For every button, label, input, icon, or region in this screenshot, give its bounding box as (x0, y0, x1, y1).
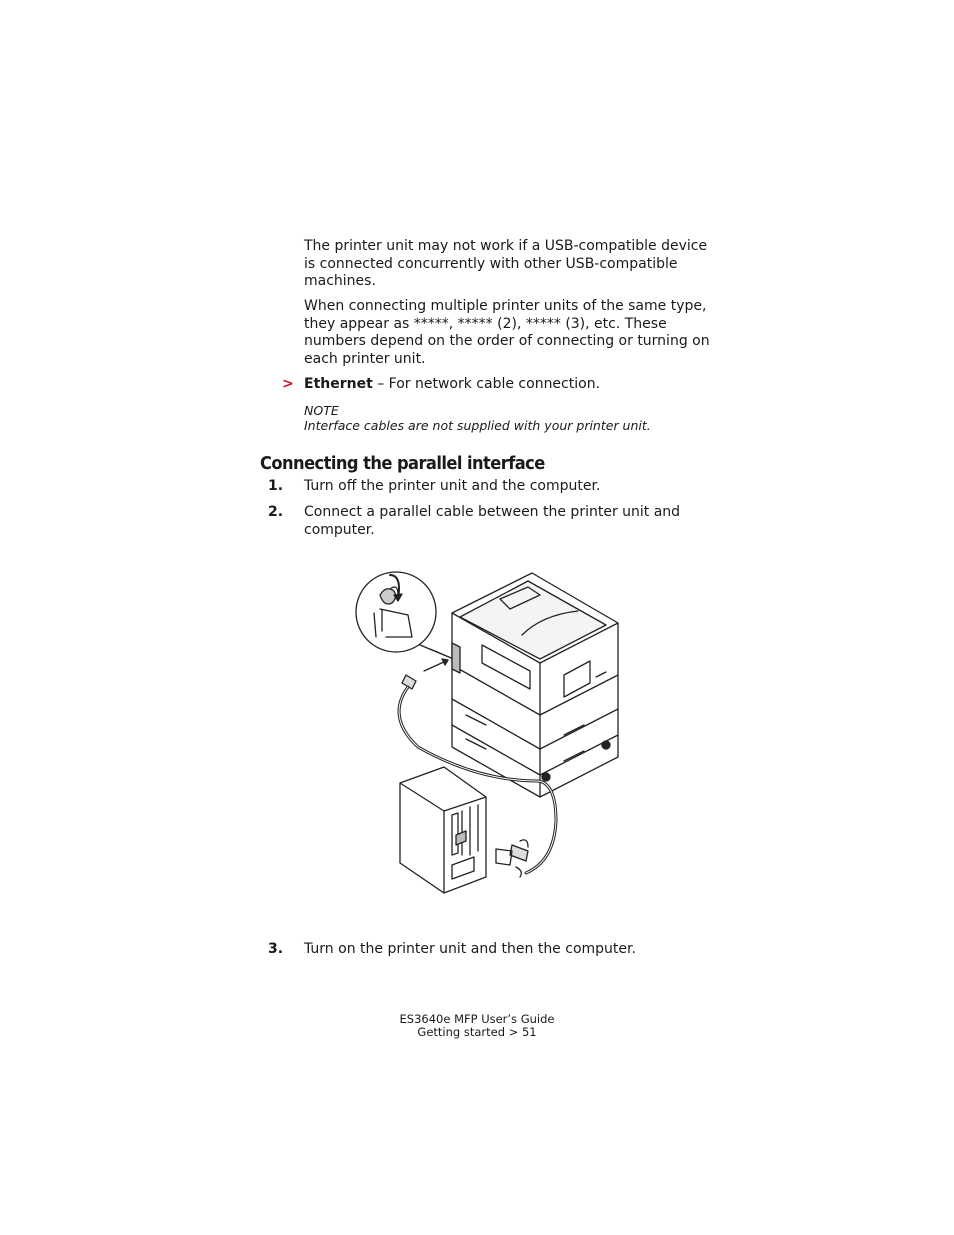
computer-tower-drawing (400, 767, 486, 893)
bullet-marker: > (282, 376, 294, 392)
usb-conflict-paragraph: The printer unit may not work if a USB-compatible device is connected concurrently with other USB-compatible machines. (304, 238, 708, 289)
insert-arrow-icon (424, 661, 446, 671)
connector-detail-callout (356, 572, 456, 660)
multiple-units-paragraph: When connecting multiple printer units of the same type, they appear as *****, ***** (2), ***** (3), etc. These numbers depend on the order of connecting or turning on each printer unit. (304, 298, 710, 367)
ethernet-description: – For network cable connection. (372, 376, 601, 392)
note-text: Interface cables are not supplied with your printer unit. (304, 418, 651, 433)
section-heading: Connecting the parallel interface (260, 454, 545, 474)
note-label: NOTE (304, 403, 339, 418)
step-1-text: Turn off the printer unit and the computer. (304, 478, 601, 494)
step-3-text: Turn on the printer unit and then the computer. (304, 941, 636, 957)
footer-page-ref: Getting started > 51 (417, 1025, 537, 1039)
ethernet-bullet (304, 376, 719, 394)
arrow-head-icon (442, 659, 448, 665)
step-1-number: 1. (268, 478, 284, 494)
printer-unit-drawing (452, 573, 618, 797)
parallel-connection-illustration (350, 565, 625, 900)
footer-guide-title: ES3640e MFP User’s Guide (399, 1012, 555, 1026)
step-2-number: 2. (268, 504, 284, 520)
step-2-text: Connect a parallel cable between the printer unit and computer. (304, 504, 681, 538)
step-3-number: 3. (268, 941, 284, 957)
ethernet-term: Ethernet (304, 376, 373, 392)
